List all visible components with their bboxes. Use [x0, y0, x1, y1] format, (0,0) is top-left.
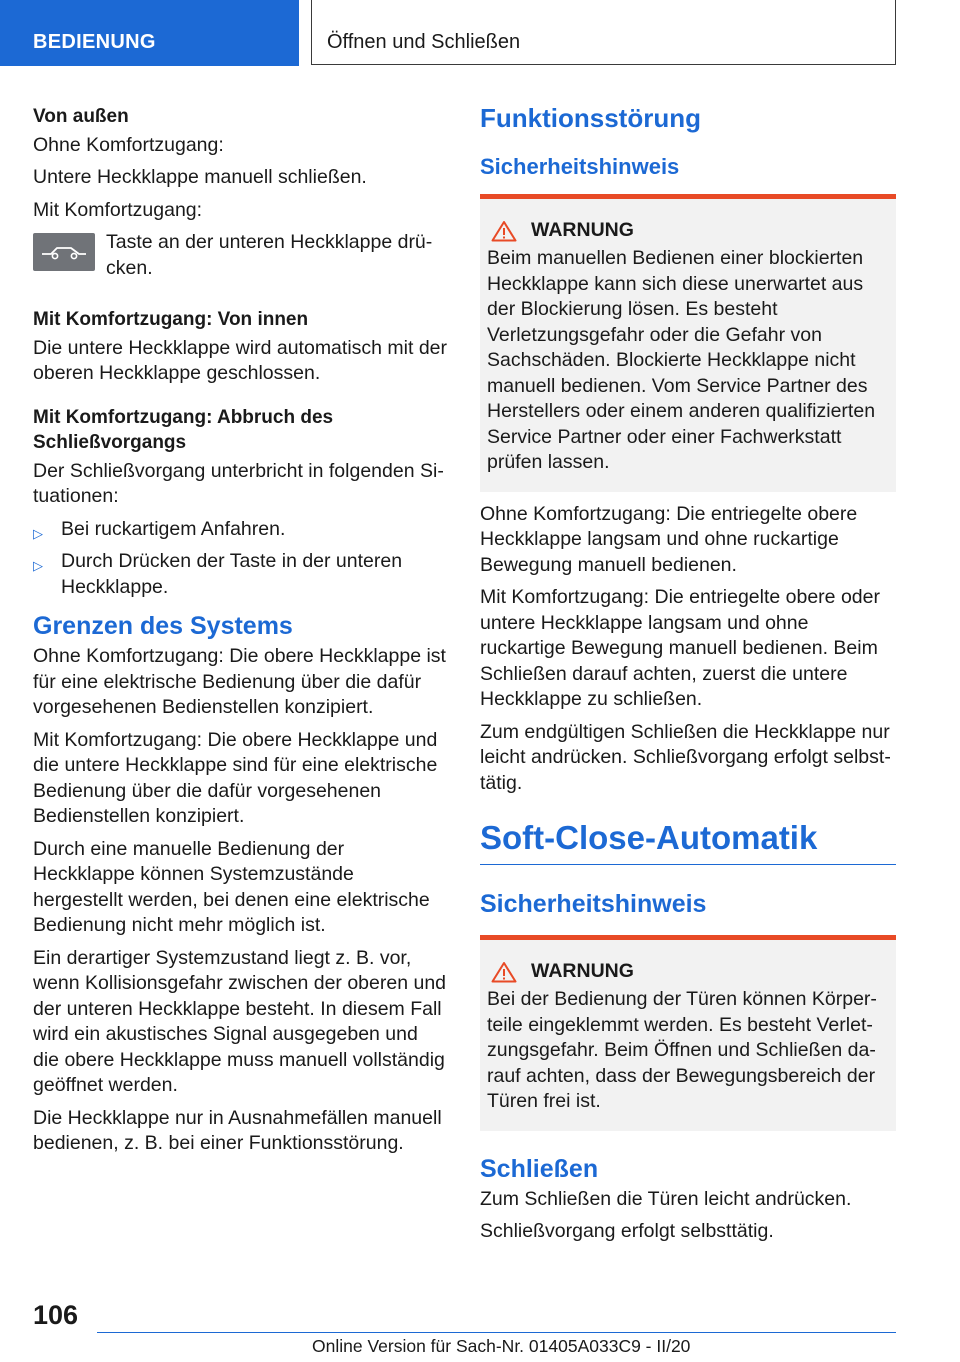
- triangle-bullet-icon: ▷: [33, 525, 43, 541]
- left-column: [33, 104, 447, 1164]
- paragraph: Mit Komfortzugang: Die entriegelte obere oder untere Heckklappe langsam und ohne ruckartige Bewegung manuell bedienen. Beim Schließen darauf achten, zuerst die untere Heckklappe zu schließen.: [480, 586, 880, 710]
- footer-text: Online Version für Sach-Nr. 01405A033C9 - II/20: [312, 1336, 691, 1356]
- warning-triangle-icon: [491, 961, 517, 983]
- section-tab: BEDIENUNG: [0, 0, 299, 66]
- subheading-inside: Mit Komfortzugang: Von innen: [33, 309, 309, 330]
- heading-limits: Grenzen des Systems: [33, 612, 293, 640]
- paragraph: Schließvorgang erfolgt selbsttätig.: [480, 1220, 774, 1242]
- warning-title: WARNUNG: [531, 960, 634, 982]
- list-item: ▷ Bei ruckartigem Anfahren.: [33, 517, 447, 543]
- chapter-title: Öffnen und Schließen: [327, 31, 521, 53]
- paragraph: Die Heckklappe nur in Ausnahmefällen manuell bedienen, z. B. bei einer Funktionsstörung.: [33, 1106, 442, 1154]
- paragraph: Der Schließvorgang unterbricht in folgenden Situationen:: [33, 459, 444, 507]
- heading-softclose: Soft-Close-Automatik: [480, 816, 896, 865]
- button-text: Taste an der unteren Heckklappe drücken.: [106, 231, 433, 279]
- paragraph: Ohne Komfortzugang:: [33, 133, 224, 156]
- paragraph: Untere Heckklappe manuell schließen.: [33, 166, 367, 188]
- warning-text: Beim manuellen Bedienen einer blockierten Heckklappe kann sich diese unerwartet aus der Blockierung lösen. Es besteht Verletzungsgefahr oder die Gefahr von Sachschäden. Blockierte Heckklappe nicht manuell bedienen. Vom Service Partner des Herstellers oder einem anderen qualifizierten Service Partner oder einer Fachwerkstatt prüfen lassen.: [487, 247, 876, 473]
- button-instruction: [33, 230, 447, 281]
- paragraph: Zum endgültigen Schließen die Heckklappe nur leicht andrücken. Schließvorgang erfolgt selbsttätig.: [480, 720, 891, 794]
- subheading-outside: Von außen: [33, 106, 129, 127]
- paragraph: Ohne Komfortzugang: Die obere Heckklappe ist für eine elektrische Bedienung über die dafür vorgesehenen Bedienstellen konzipiert.: [33, 645, 446, 718]
- warning-text: Bei der Bedienung der Türen können Körperteile eingeklemmt werden. Es besteht Verletzungsgefahr. Beim Öffnen und Schließen darauf achten, dass der Bewegungsbereich der Türen frei ist.: [487, 988, 877, 1112]
- list-item: ▷ Durch Drücken der Taste in der unteren Heckklappe.: [33, 550, 403, 598]
- heading-safety-1: Sicherheitshinweis: [480, 154, 680, 179]
- paragraph: Zum Schließen die Türen leicht andrücken.: [480, 1187, 852, 1210]
- page-header: [0, 0, 960, 66]
- warning-triangle-icon: [491, 220, 517, 242]
- paragraph: Die untere Heckklappe wird automatisch mit der oberen Heckklappe geschlossen.: [33, 336, 448, 384]
- subheading-abort: Mit Komfortzugang: Abbruch des Schließvorgangs: [33, 406, 334, 453]
- paragraph: Ein derartiger Systemzustand liegt z. B. vor, wenn Kollisionsgefahr zwischen der oberen und der unteren Heckklappe besteht. In diesem Fall wird ein akustisches Signal ausgegeben und die obere Heckklappe muss manuell vollständig geöffnet werden.: [33, 946, 447, 1096]
- paragraph: Mit Komfortzugang: Die obere Heckklappe und die untere Heckklappe sind für eine elektrische Bedienung über die dafür vorgesehenen Bedienstellen konzipiert.: [33, 728, 438, 827]
- triangle-bullet-icon: ▷: [33, 558, 43, 573]
- heading-closing: Schließen: [480, 1154, 599, 1183]
- warning-title: WARNUNG: [531, 219, 634, 241]
- heading-safety-2: Sicherheitshinweis: [480, 890, 707, 918]
- paragraph: Mit Komfortzugang:: [33, 198, 203, 221]
- paragraph: Durch eine manuelle Bedienung der Heckklappe können Systemzustände hergestellt werden, bei denen eine elektrische Bedienung nicht mehr möglich ist.: [33, 837, 430, 936]
- right-column: [480, 100, 896, 1252]
- paragraph: Ohne Komfortzugang: Die entriegelte obere Heckklappe langsam und ohne ruckartige Bewegung manuell bedienen.: [480, 502, 858, 576]
- car-tailgate-icon: [33, 233, 95, 271]
- warning-box: [480, 194, 896, 492]
- heading-malfunction: Funktionsstörung: [480, 103, 701, 133]
- footer-divider: [97, 1332, 896, 1333]
- page-number: 106: [33, 1300, 79, 1330]
- bullet-list: [33, 517, 447, 601]
- warning-box: [480, 935, 896, 1131]
